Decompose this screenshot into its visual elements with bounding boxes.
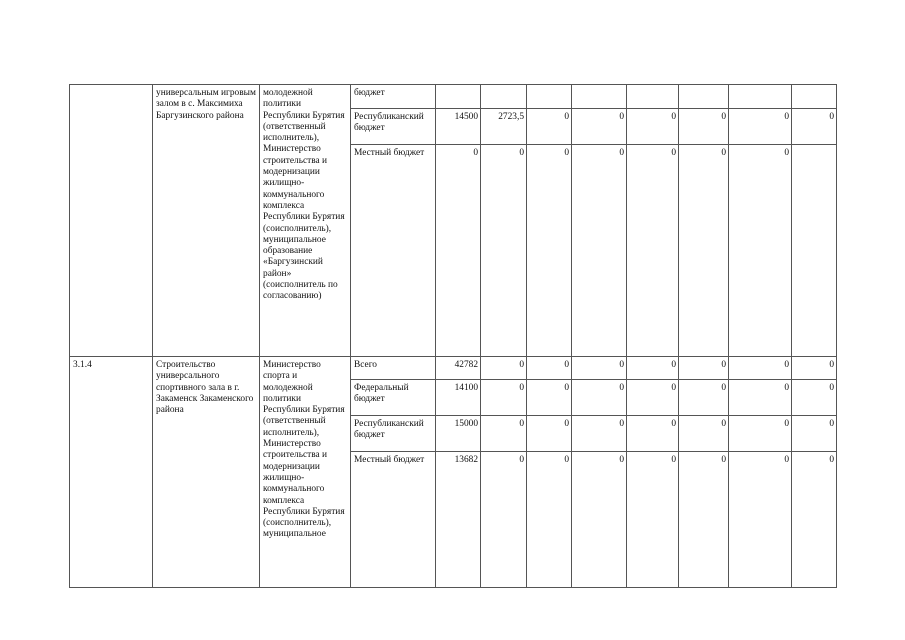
value-cell xyxy=(436,85,481,109)
value-cell xyxy=(729,85,792,109)
value-cell: 0 xyxy=(627,109,679,145)
value-cell: 0 xyxy=(792,380,837,416)
value-cell: 0 xyxy=(679,109,729,145)
budget-table xyxy=(69,84,837,588)
value-cell: 0 xyxy=(729,380,792,416)
value-cell xyxy=(527,85,572,109)
value-cell: 0 xyxy=(527,109,572,145)
value-cell: 0 xyxy=(481,452,527,588)
table-row xyxy=(70,357,837,380)
event-name-cell: Строительство универсального спортивного зала в г. Закаменск Закаменского района xyxy=(153,357,260,588)
value-cell xyxy=(792,85,837,109)
funding-source-cell: бюджет xyxy=(351,85,436,109)
funding-source-cell: Всего xyxy=(351,357,436,380)
value-cell: 42782 xyxy=(436,357,481,380)
funding-source-cell: Республиканский бюджет xyxy=(351,109,436,145)
value-cell: 0 xyxy=(792,357,837,380)
value-cell: 0 xyxy=(527,380,572,416)
value-cell: 0 xyxy=(527,145,572,357)
value-cell: 0 xyxy=(572,380,627,416)
value-cell: 0 xyxy=(792,416,837,452)
value-cell: 0 xyxy=(527,416,572,452)
value-cell xyxy=(792,145,837,357)
value-cell: 0 xyxy=(527,452,572,588)
value-cell: 0 xyxy=(481,380,527,416)
value-cell: 0 xyxy=(572,416,627,452)
value-cell: 0 xyxy=(729,145,792,357)
value-cell: 0 xyxy=(792,109,837,145)
value-cell: 0 xyxy=(627,357,679,380)
event-name-cell: универсальным игровым залом в с. Максимиха Баргузинского района xyxy=(153,85,260,357)
value-cell xyxy=(572,85,627,109)
funding-source-cell: Местный бюджет xyxy=(351,452,436,588)
executors-cell: молодежной политики Республики Бурятия (ответственный исполнитель), Министерство строительства и модернизации жилищно-коммунального комплекса Республики Бурятия (соисполнитель), муниципальное образование «Баргузинский район» (соисполнитель по согласованию) xyxy=(260,85,351,357)
value-cell xyxy=(481,85,527,109)
value-cell: 0 xyxy=(627,380,679,416)
value-cell: 0 xyxy=(627,452,679,588)
value-cell: 0 xyxy=(481,416,527,452)
value-cell: 2723,5 xyxy=(481,109,527,145)
value-cell: 0 xyxy=(572,145,627,357)
value-cell: 0 xyxy=(627,416,679,452)
value-cell: 0 xyxy=(679,380,729,416)
executors-cell: Министерство спорта и молодежной политики Республики Бурятия (ответственный исполнитель), Министерство строительства и модернизации жилищно-коммунального комплекса Республики Бурятия (соисполнитель), муниципальное xyxy=(260,357,351,588)
value-cell: 0 xyxy=(679,416,729,452)
code-cell: 3.1.4 xyxy=(70,357,153,588)
value-cell: 0 xyxy=(729,416,792,452)
value-cell: 0 xyxy=(627,145,679,357)
code-cell xyxy=(70,85,153,357)
value-cell: 0 xyxy=(729,452,792,588)
funding-source-cell: Местный бюджет xyxy=(351,145,436,357)
value-cell: 0 xyxy=(481,357,527,380)
value-cell: 14500 xyxy=(436,109,481,145)
value-cell: 0 xyxy=(436,145,481,357)
value-cell: 0 xyxy=(679,357,729,380)
value-cell: 0 xyxy=(481,145,527,357)
value-cell: 0 xyxy=(679,145,729,357)
value-cell: 0 xyxy=(792,452,837,588)
value-cell: 0 xyxy=(572,109,627,145)
value-cell: 0 xyxy=(527,357,572,380)
value-cell: 0 xyxy=(729,109,792,145)
value-cell xyxy=(679,85,729,109)
table-row xyxy=(70,85,837,109)
value-cell: 0 xyxy=(729,357,792,380)
funding-source-cell: Федеральный бюджет xyxy=(351,380,436,416)
value-cell: 0 xyxy=(572,357,627,380)
value-cell xyxy=(627,85,679,109)
value-cell: 14100 xyxy=(436,380,481,416)
value-cell: 15000 xyxy=(436,416,481,452)
value-cell: 13682 xyxy=(436,452,481,588)
value-cell: 0 xyxy=(679,452,729,588)
funding-source-cell: Республиканский бюджет xyxy=(351,416,436,452)
value-cell: 0 xyxy=(572,452,627,588)
